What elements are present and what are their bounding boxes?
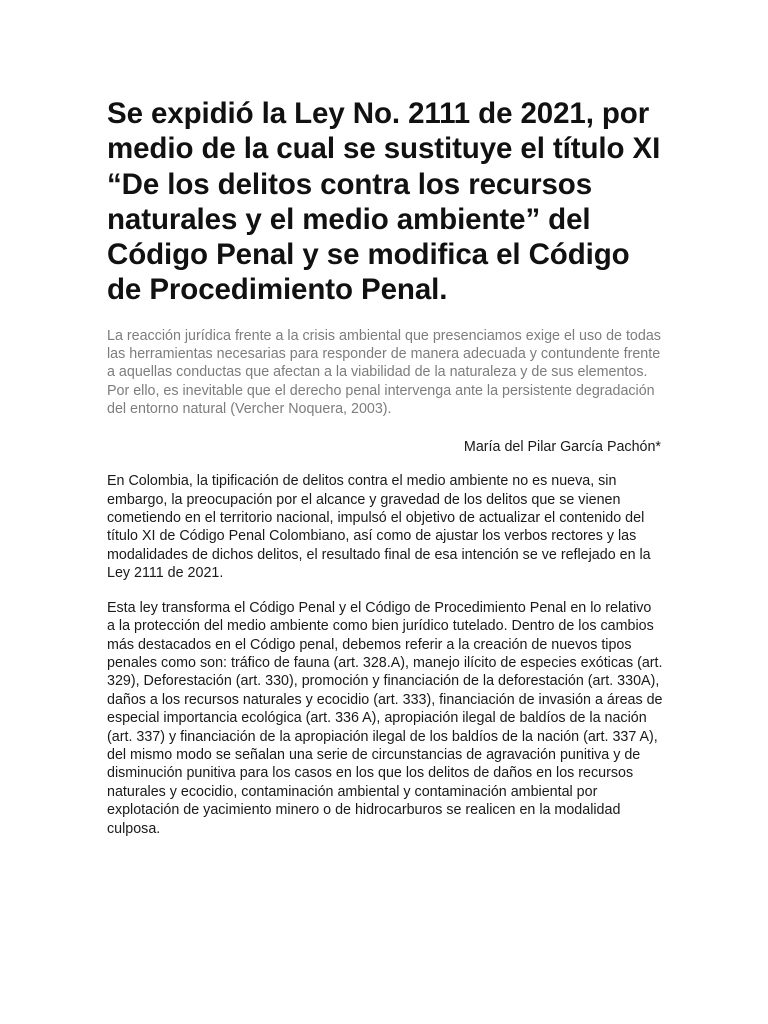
document-page	[107, 96, 663, 852]
body-paragraph-2: Esta ley transforma el Código Penal y el Código de Procedimiento Penal en lo relativo a la protección del medio ambiente como bien jurídico tutelado. Dentro de los cambios más destacados en el Código penal, debemos referir a la creación de nuevos tipos penales como son: tráfico de fauna (art. 328.A), manejo ilícito de especies exóticas (art. 329), Deforestación (art. 330), promoción y financiación de la deforestación (art. 330A), daños a los recursos naturales y ecocidio (art. 333), financiación de invasión a áreas de especial importancia ecológica (art. 336 A), apropiación ilegal de baldíos de la nación (art. 337) y financiación de la apropiación ilegal de los baldíos de la nación (art. 337 A), del mismo modo se señalan una serie de circunstancias de agravación punitiva y de disminución punitiva para los casos en los que los delitos de daños en los recursos naturales y ecocidio, contaminación ambiental y contaminación ambiental por explotación de yacimiento minero o de hidrocarburos se realicen en la modalidad culposa.	[107, 599, 663, 837]
body-paragraph-1: En Colombia, la tipificación de delitos contra el medio ambiente no es nueva, sin embargo, la preocupación por el alcance y gravedad de los delitos que se vienen cometiendo en el territorio nacional, impulsó el objetivo de actualizar el contenido del título XI de Código Penal Colombiano, así como de ajustar los verbos rectores y las modalidades de dichos delitos, el resultado final de esa intención se ve reflejado en la Ley 2111 de 2021.	[107, 473, 651, 582]
epigraph-quote: La reacción jurídica frente a la crisis ambiental que presenciamos exige el uso de todas las herramientas necesarias para responder de manera adecuada y contundente frente a aquellas conductas que afectan a la viabilidad de la naturaleza y de sus elementos. Por ello, es inevitable que el derecho penal intervenga ante la persistente degradación del entorno natural (Vercher Noquera, 2003).	[107, 327, 661, 417]
document-title: Se expidió la Ley No. 2111 de 2021, por medio de la cual se sustituye el título XI “De los delitos contra los recursos naturales y el medio ambiente” del Código Penal y se modifica el Código de Procedimiento Penal.	[107, 97, 661, 307]
author-name: María del Pilar García Pachón*	[463, 439, 661, 456]
